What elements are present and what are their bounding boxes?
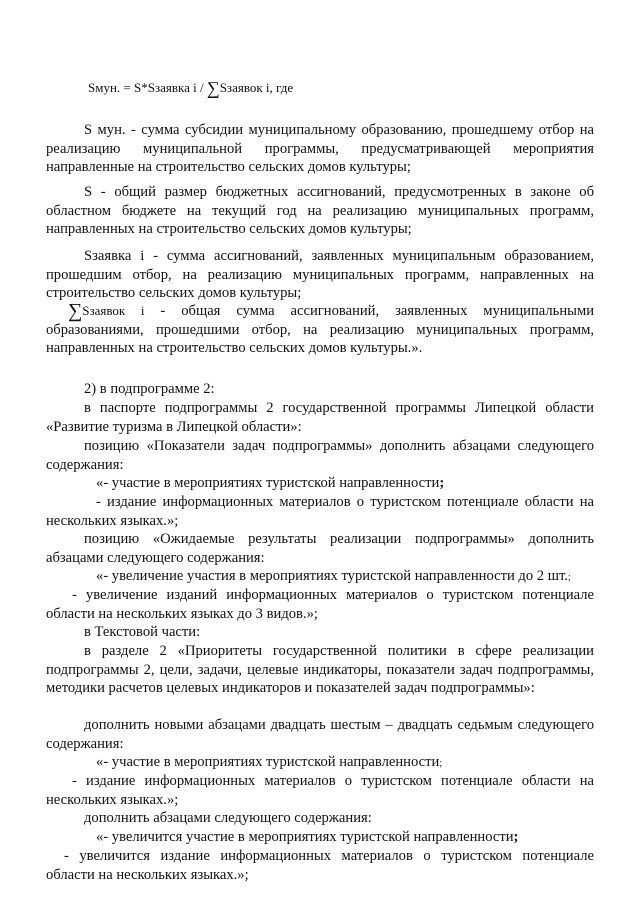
def-s-mun: S мун. - сумма субсидии муниципальному образованию, прошедшему отбор на реализацию муниципальной программы, предусматривающей мероприятия направленные на строительство сельских домов культуры; bbox=[46, 122, 594, 176]
para-l5: - издание информационных материалов о туристском потенциале области на нескольких языках.»; bbox=[46, 494, 594, 529]
para-l12: «- участие в мероприятиях туристской направленности; bbox=[96, 754, 443, 770]
para-l1: 2) в подпрограмме 2: bbox=[84, 381, 215, 397]
formula-mult: * bbox=[141, 80, 148, 95]
para-l2: в паспорте подпрограммы 2 государственной программы Липецкой области «Развитие туризма в Липецкой области»: bbox=[46, 400, 594, 435]
def-sum-text: - общая сумма ассигнований, заявленных муниципальными образованиями, прошедшими отбор, на реализацию муниципальных программ, направленных на строительство сельских домов культуры.». bbox=[46, 303, 594, 357]
para-l11: дополнить новыми абзацами двадцать шестым – двадцать седьмым следующего содержания: bbox=[46, 717, 594, 752]
formula-right: Sзаявок i, где bbox=[219, 80, 294, 95]
formula-mid: Sзаявка i / bbox=[147, 80, 204, 95]
formula bbox=[88, 79, 293, 97]
para-l16: - увеличится издание информационных материалов о туристском потенциале области на нескольких языках.»; bbox=[46, 848, 594, 883]
para-l3: позицию «Показатели задач подпрограммы» дополнить абзацами следующего содержания: bbox=[46, 438, 594, 473]
formula-sigma: ∑ bbox=[206, 78, 220, 98]
def-s-total: S - общий размер бюджетных ассигнований, предусмотренных в законе об областном бюджете на текущий год на реализацию муниципальных программ, направленных на строительство сельских домов культуры; bbox=[46, 184, 594, 238]
para-l15: «- увеличится участие в мероприятиях туристской направленности; bbox=[96, 829, 519, 845]
para-l9: в Текстовой части: bbox=[84, 624, 201, 640]
def-sum-sigma: ∑ bbox=[68, 300, 83, 322]
def-s-request: Sзаявка i - сумма ассигнований, заявленных муниципальным образованием, прошедшим отбор, на реализацию муниципальных программ, направленных на строительство сельских домов культуры; bbox=[46, 248, 594, 302]
para-l8: - увеличение изданий информационных материалов о туристском потенциале области на нескольких языках до 3 видов.»; bbox=[46, 587, 594, 622]
def-sum-label: Sзаявок i bbox=[82, 303, 145, 318]
para-l10: в разделе 2 «Приоритеты государственной политики в сфере реализации подпрограммы 2, цели, задачи, целевые индикаторы, показатели задач подпрограммы, методики расчетов целевых индикаторов и показателей задач подпрограммы»: bbox=[46, 643, 594, 697]
formula-left: Sмун. = S bbox=[88, 80, 142, 95]
para-l4: «- участие в мероприятиях туристской направленности; bbox=[96, 475, 445, 491]
para-l14: дополнить абзацами следующего содержания: bbox=[84, 810, 372, 826]
para-l13: - издание информационных материалов о туристском потенциале области на нескольких языках.»; bbox=[46, 773, 594, 808]
para-l7: «- увеличение участия в мероприятиях туристской направленности до 2 шт.; bbox=[96, 568, 571, 584]
def-sum bbox=[46, 302, 594, 358]
para-l6: позицию «Ожидаемые результаты реализации подпрограммы» дополнить абзацами следующего содержания: bbox=[46, 531, 594, 566]
